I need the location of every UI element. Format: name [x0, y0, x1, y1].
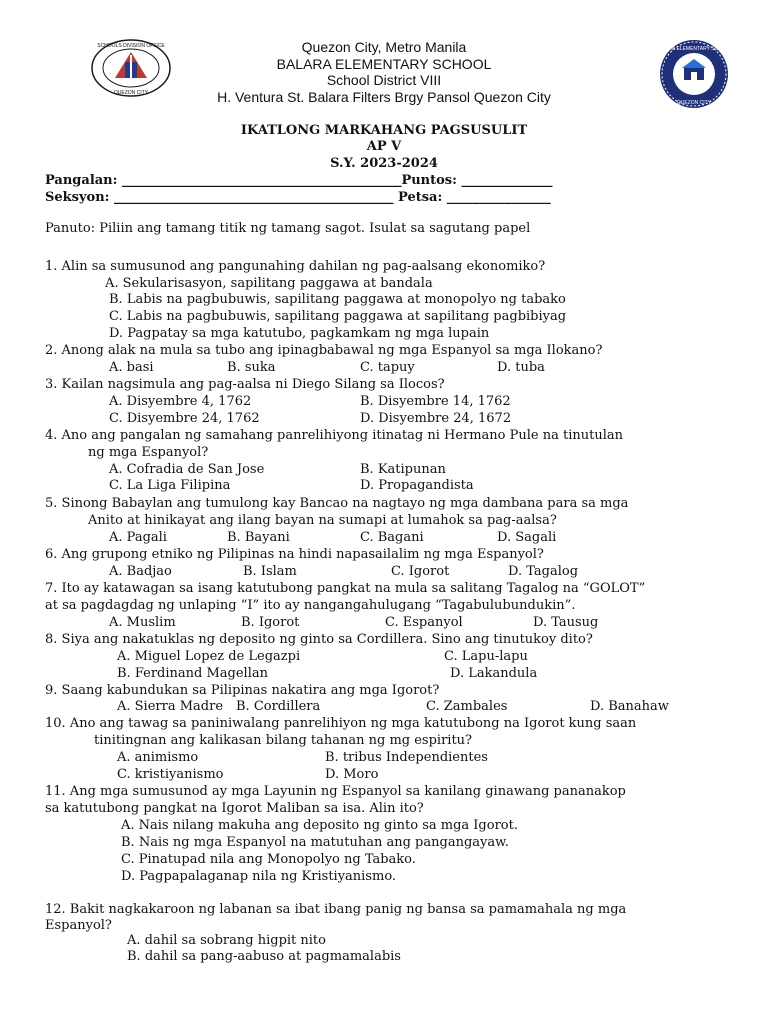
q3-choice-d: D. Disyembre 24, 1672 — [360, 411, 512, 426]
q7-choice-c: C. Espanyol — [385, 615, 463, 630]
question-4-continued: ng mga Espanyol? — [88, 445, 209, 460]
q3-choice-b: B. Disyembre 14, 1762 — [360, 394, 511, 409]
q3-choice-a: A. Disyembre 4, 1762 — [109, 394, 252, 409]
question-10-continued: tinitingnan ang kalikasan bilang tahanan ng mg espiritu? — [94, 733, 473, 748]
q9-choice-b: B. Cordillera — [236, 699, 321, 714]
q2-choice-a: A. basi — [109, 360, 154, 375]
question-12: 12. Bakit nagkakaroon ng labanan sa ibat ibang panig ng bansa sa pamamahala ng mga — [45, 902, 627, 917]
q11-choice-b: B. Nais ng mga Espanyol na matutuhan ang pangangayaw. — [121, 835, 509, 850]
q7-choice-b: B. Igorot — [241, 615, 300, 630]
q7-choice-a: A. Muslim — [109, 615, 176, 630]
question-10: 10. Ano ang tawag sa paniniwalang panrelihiyon ng mga katutubong na Igorot kung saan — [45, 716, 637, 731]
svg-text:SCHOOLS DIVISION OFFICE: SCHOOLS DIVISION OFFICE — [97, 43, 165, 49]
name-score-field: Pangalan: ___________________________________________Puntos: ______________ — [45, 173, 553, 188]
q9-choice-a: A. Sierra Madre — [117, 699, 224, 714]
question-12-continued: Espanyol? — [45, 918, 112, 933]
header-school-name: BALARA ELEMENTARY SCHOOL — [276, 56, 492, 72]
question-11-continued: sa katutubong pangkat na Igorot Maliban sa isa. Alin ito? — [45, 801, 424, 816]
question-5: 5. Sinong Babaylan ang tumulong kay Bancao na nagtayo ng mga dambana para sa mga — [45, 496, 629, 511]
q4-choice-d: D. Propagandista — [360, 478, 474, 493]
exam-subject: AP V — [366, 139, 402, 154]
q3-choice-c: C. Disyembre 24, 1762 — [109, 411, 260, 426]
q4-choice-a: A. Cofradia de San Jose — [109, 462, 265, 477]
q4-choice-c: C. La Liga Filipina — [109, 478, 231, 493]
q11-choice-a: A. Nais nilang makuha ang deposito ng ginto sa mga Igorot. — [121, 818, 518, 833]
question-11: 11. Ang mga sumusunod ay mga Layunin ng Espanyol sa kanilang ginawang pananakop — [45, 784, 626, 799]
q2-choice-c: C. tapuy — [360, 360, 415, 375]
q1-choice-d: D. Pagpatay sa mga katutubo, pagkamkam ng mga lupain — [109, 326, 490, 341]
q1-choice-a: A. Sekularisasyon, sapilitang paggawa at bandala — [105, 276, 433, 291]
q10-choice-a: A. animismo — [117, 750, 199, 765]
q5-choice-c: C. Bagani — [360, 530, 424, 545]
header-district: School District VIII — [326, 72, 442, 88]
q11-choice-c: C. Pinatupad nila ang Monopolyo ng Tabako. — [121, 852, 416, 867]
question-9: 9. Saang kabundukan sa Pilipinas nakatira ang mga Igorot? — [45, 683, 440, 698]
question-5-continued: Anito at hinikayat ang ilang bayan na sumapi at lumahok sa pag-aalsa? — [88, 513, 557, 528]
q2-choice-d: D. tuba — [497, 360, 545, 375]
q10-choice-c: C. kristiyanismo — [117, 767, 224, 782]
q10-choice-d: D. Moro — [325, 767, 379, 782]
question-1: 1. Alin sa sumusunod ang pangunahing dahilan ng pag-aalsang ekonomiko? — [45, 259, 546, 274]
header-address: H. Ventura St. Balara Filters Brgy Pansol Quezon City — [217, 89, 551, 105]
exam-title: IKATLONG MARKAHANG PAGSUSULIT — [240, 123, 528, 138]
q7-choice-d: D. Tausug — [533, 615, 599, 630]
q9-choice-c: C. Zambales — [426, 699, 508, 714]
q6-choice-d: D. Tagalog — [508, 564, 579, 579]
q5-choice-b: B. Bayani — [227, 530, 290, 545]
q2-choice-b: B. suka — [227, 360, 276, 375]
q5-choice-d: D. Sagali — [497, 530, 557, 545]
svg-text:BALARA ELEMENTARY SCHOOL: BALARA ELEMENTARY SCHOOL — [655, 46, 733, 52]
question-4: 4. Ano ang pangalan ng samahang panrelihiyong itinatag ni Hermano Pule na tinutulan — [45, 428, 624, 443]
q8-choice-b: B. Ferdinand Magellan — [117, 666, 268, 681]
q9-choice-d: D. Banahaw — [590, 699, 669, 714]
q8-choice-a: A. Miguel Lopez de Legazpi — [117, 649, 301, 664]
question-7: 7. Ito ay katawagan sa isang katutubong pangkat na mula sa salitang Tagalog na “GOLOT” — [45, 581, 646, 596]
svg-text:QUEZON CITY: QUEZON CITY — [113, 90, 149, 96]
q12-choice-a: A. dahil sa sobrang higpit nito — [127, 933, 326, 948]
question-6: 6. Ang grupong etniko ng Pilipinas na hindi napasailalim ng mga Espanyol? — [45, 547, 544, 562]
q12-choice-b: B. dahil sa pang-aabuso at pagmamalabis — [127, 949, 401, 964]
header-city: Quezon City, Metro Manila — [301, 39, 467, 55]
question-3: 3. Kailan nagsimula ang pag-aalsa ni Diego Silang sa Ilocos? — [45, 377, 445, 392]
q8-choice-d: D. Lakandula — [450, 666, 538, 681]
q4-choice-b: B. Katipunan — [360, 462, 446, 477]
instructions: Panuto: Piliin ang tamang titik ng tamang sagot. Isulat sa sagutang papel — [45, 221, 531, 236]
q8-choice-c: C. Lapu-lapu — [444, 649, 528, 664]
exam-school-year: S.Y. 2023-2024 — [330, 156, 438, 171]
question-8: 8. Siya ang nakatuklas ng deposito ng ginto sa Cordillera. Sino ang tinutukoy dito? — [45, 632, 593, 647]
q1-choice-c: C. Labis na pagbubuwis, sapilitang paggawa at sapilitang pagbibiyag — [109, 309, 567, 324]
question-2: 2. Anong alak na mula sa tubo ang ipinagbabawal ng mga Espanyol sa mga Ilokano? — [45, 343, 603, 358]
section-date-field: Seksyon: ___________________________________________ Petsa: ________________ — [45, 190, 551, 205]
q1-choice-b: B. Labis na pagbubuwis, sapilitang paggawa at monopolyo ng tabako — [109, 292, 566, 307]
q5-choice-a: A. Pagali — [109, 530, 167, 545]
q6-choice-c: C. Igorot — [391, 564, 450, 579]
q6-choice-a: A. Badjao — [109, 564, 172, 579]
question-7-continued: at sa pagdagdag ng unlaping “I” ito ay nangangahulugang “Tagabulubundukin”. — [45, 598, 576, 613]
q6-choice-b: B. Islam — [243, 564, 297, 579]
q11-choice-d: D. Pagpapalaganap nila ng Kristiyanismo. — [121, 869, 397, 884]
svg-text:QUEZON CITY: QUEZON CITY — [676, 100, 712, 106]
q10-choice-b: B. tribus Independientes — [325, 750, 488, 765]
